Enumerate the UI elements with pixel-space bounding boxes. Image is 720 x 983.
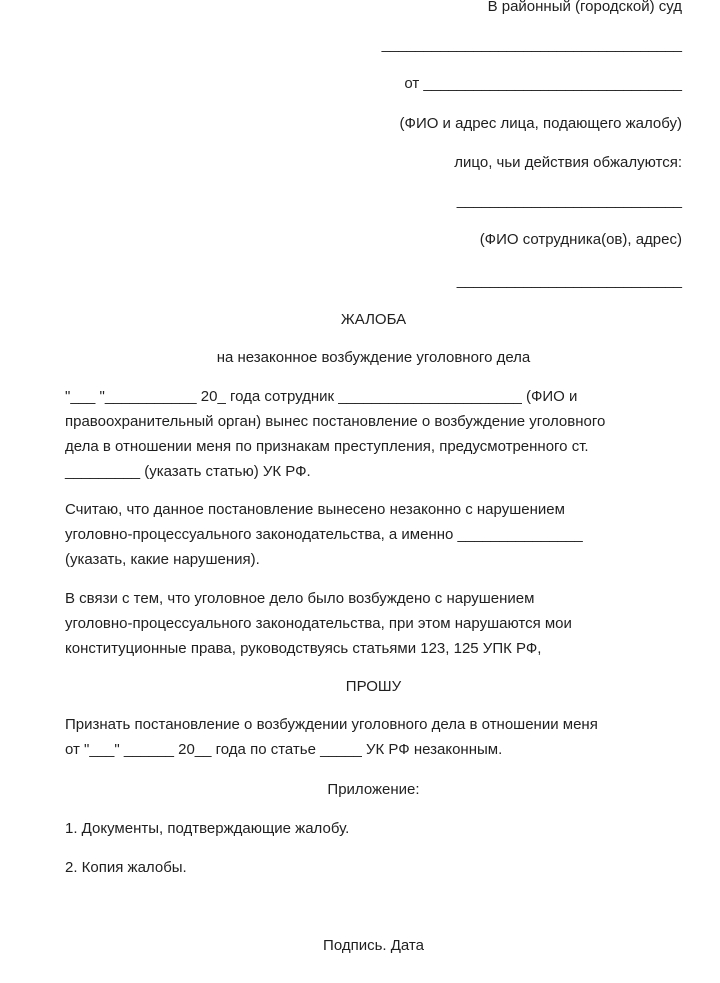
respondent-blank-2: ___________________________ bbox=[456, 272, 682, 289]
respondent-blank: ___________________________ bbox=[456, 192, 682, 209]
attachment-item: 2. Копия жалобы. bbox=[65, 859, 187, 876]
paragraph-line: от "___" ______ 20__ года по статье _____ УК РФ незаконным. bbox=[65, 741, 503, 758]
paragraph-line: (указать, какие нарушения). bbox=[65, 551, 260, 568]
court-name-blank: ____________________________________ bbox=[381, 36, 682, 53]
paragraph-facts bbox=[65, 384, 605, 484]
paragraph-line: В связи с тем, что уголовное дело было возбуждено с нарушением bbox=[65, 590, 535, 607]
respondent-label: лицо, чьи действия обжалуются: bbox=[454, 154, 682, 171]
paragraph-line: уголовно-процессуального законодательства, при этом нарушаются мои bbox=[65, 615, 572, 632]
attachments-title: Приложение: bbox=[327, 781, 420, 798]
paragraph-line: Считаю, что данное постановление вынесено незаконно с нарушением bbox=[65, 501, 565, 518]
request-title: ПРОШУ bbox=[345, 678, 402, 695]
document-title: ЖАЛОБА bbox=[340, 311, 407, 328]
paragraph-line: уголовно-процессуального законодательства, а именно _______________ bbox=[65, 526, 583, 543]
applicant-hint: (ФИО и адрес лица, подающего жалобу) bbox=[399, 115, 682, 132]
attachment-item: 1. Документы, подтверждающие жалобу. bbox=[65, 820, 350, 837]
respondent-hint: (ФИО сотрудника(ов), адрес) bbox=[479, 231, 682, 248]
document-subtitle: на незаконное возбуждение уголовного дела bbox=[216, 349, 531, 366]
paragraph-unlawful bbox=[65, 497, 583, 572]
signature-date: Подпись. Дата bbox=[323, 937, 424, 954]
paragraph-grounds bbox=[65, 586, 572, 661]
applicant-from-line: от _______________________________ bbox=[404, 75, 682, 92]
paragraph-line: правоохранительный орган) вынес постановление о возбуждение уголовного bbox=[65, 413, 606, 430]
paragraph-line: дела в отношении меня по признакам преступления, предусмотренного ст. bbox=[65, 438, 589, 455]
paragraph-line: "___ "___________ 20_ года сотрудник ______________________ (ФИО и bbox=[65, 388, 578, 405]
court-line: В районный (городской) суд bbox=[487, 0, 682, 15]
paragraph-line: Признать постановление о возбуждении уголовного дела в отношении меня bbox=[65, 716, 598, 733]
request-paragraph bbox=[65, 712, 598, 762]
paragraph-line: конституционные права, руководствуясь статьями 123, 125 УПК РФ, bbox=[65, 640, 542, 657]
paragraph-line: _________ (указать статью) УК РФ. bbox=[65, 463, 311, 480]
